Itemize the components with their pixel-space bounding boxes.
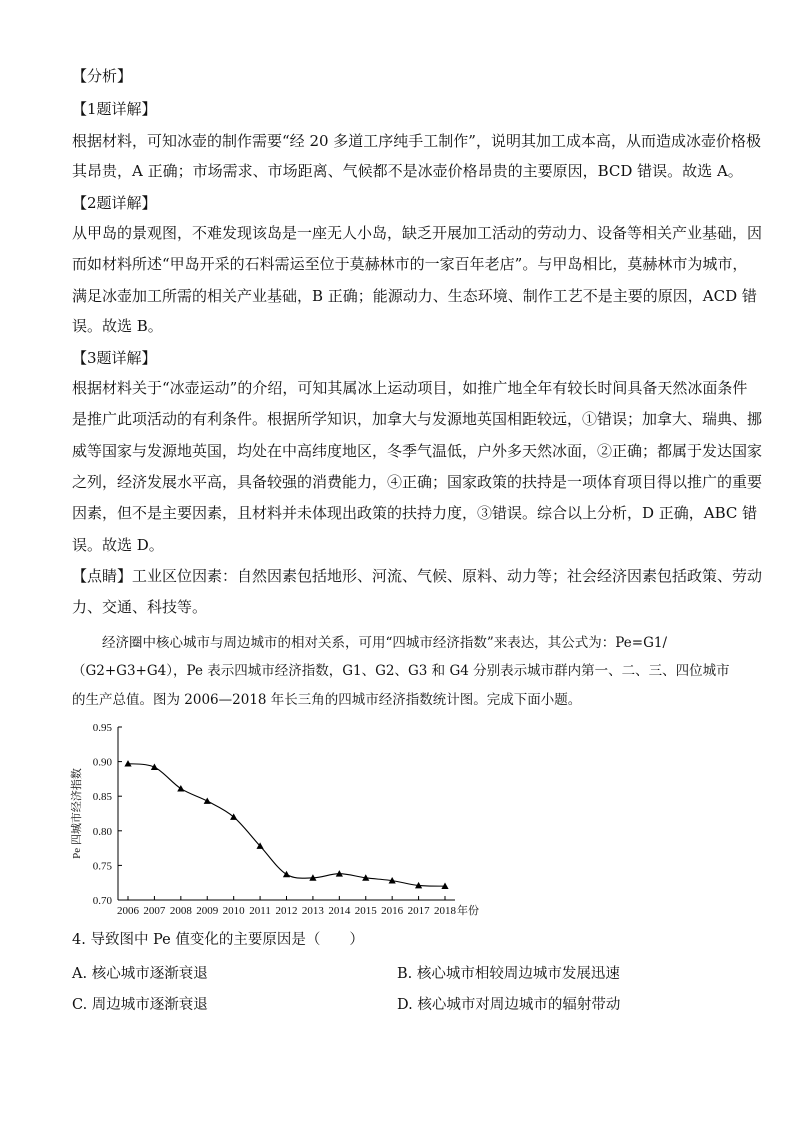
- q1-heading: 【1题详解】: [72, 100, 157, 118]
- q2-line-2: 而如材料所述“甲岛开采的石料需运至位于莫赫林市的一家百年老店”。与甲岛相比，莫赫林市为城市，: [72, 255, 748, 273]
- x-tick-label: 2010: [222, 905, 245, 917]
- q1-line-2: 其昂贵，A 正确；市场需求、市场距离、气候都不是冰壶价格昂贵的主要原因，BCD 错误。故选 A。: [72, 162, 743, 180]
- series-line: [128, 764, 445, 886]
- material-line-1: 经济圈中核心城市与周边城市的相对关系，可用“四城市经济指数”来表达，其公式为：Pe=G1/: [102, 635, 668, 651]
- q2-heading: 【2题详解】: [72, 194, 157, 212]
- q3-heading: 【3题详解】: [72, 349, 157, 367]
- option-c[interactable]: C. 周边城市逐渐衰退: [72, 997, 208, 1013]
- x-tick-label: 2011: [249, 905, 271, 917]
- y-tick-label: 0.70: [92, 895, 112, 907]
- q2-line-3: 满足冰壶加工所需的相关产业基础，B 正确；能源动力、生态环境、制作工艺不是主要的原因，ACD 错: [72, 287, 757, 305]
- y-tick-label: 0.85: [92, 791, 112, 804]
- q3-line-5: 因素，但不是主要因素，且材料并未体现出政策的扶持力度，③错误。综合以上分析，D 正确，ABC 错: [72, 504, 758, 522]
- x-tick-label: 2008: [169, 905, 192, 917]
- x-tick-label: 2007: [143, 905, 166, 917]
- analysis-heading: 【分析】: [72, 67, 133, 85]
- y-tick-label: 0.90: [92, 756, 112, 769]
- q2-line-4: 误。故选 B。: [72, 317, 163, 335]
- question-stem: 4. 导致图中 Pe 值变化的主要原因是（ ）: [72, 932, 364, 948]
- y-axis-label: Pe 四城市经济指数: [71, 768, 83, 859]
- q2-line-1: 从甲岛的景观图，不难发现该岛是一座无人小岛，缺乏开展加工活动的劳动力、设备等相关产业基础，因: [72, 224, 763, 242]
- x-tick-label: 2014: [328, 905, 351, 917]
- data-point: [204, 797, 211, 803]
- x-tick-label: 2017: [407, 905, 430, 917]
- pe-line-chart: [60, 712, 480, 922]
- q3-line-3: 威等国家与发源地英国，均处在中高纬度地区，冬季气温低，户外多天然冰面，②正确；都属于发达国家: [72, 442, 763, 460]
- x-tick-label: 2018: [434, 905, 456, 917]
- x-tick-label: 2013: [301, 905, 324, 917]
- data-point: [151, 764, 158, 770]
- x-tick-label: 2012: [275, 905, 298, 917]
- data-point: [177, 785, 184, 791]
- q3-line-1: 根据材料关于“冰壶运动”的介绍，可知其属冰上运动项目，如推广地全年有较长时间具备天然冰面条件: [72, 379, 748, 397]
- q3-line-4: 之列，经济发展水平高，具备较强的消费能力，④正确；国家政策的扶持是一项体育项目得以推广的重要: [72, 473, 763, 491]
- material-line-3: 的生产总值。图为 2006—2018 年长三角的四城市经济指数统计图。完成下面小题。: [72, 692, 582, 708]
- data-point: [283, 871, 290, 877]
- option-b[interactable]: B. 核心城市相较周边城市发展迅速: [397, 966, 620, 982]
- q1-line-1: 根据材料，可知冰壶的制作需要“经 20 多道工序纯手工制作”，说明其加工成本高，从而造成冰壶价格极: [72, 132, 761, 150]
- x-tick-label: 2016: [381, 905, 404, 917]
- x-tick-label: 2009: [196, 905, 219, 917]
- y-tick-label: 0.75: [92, 860, 112, 873]
- x-tick-label: 2006: [117, 905, 139, 917]
- q3-line-2: 是推广此项活动的有利条件。根据所学知识，加拿大与发源地英国相距较远，①错误；加拿大、瑞典、挪: [72, 410, 763, 428]
- y-tick-label: 0.80: [92, 825, 112, 838]
- option-d[interactable]: D. 核心城市对周边城市的辐射带动: [397, 997, 621, 1013]
- q3-line-6: 误。故选 D。: [72, 536, 164, 554]
- y-tick-label: 0.95: [92, 722, 112, 734]
- x-tick-label: 2015: [354, 905, 377, 917]
- material-line-2: （G2+G3+G4），Pe 表示四城市经济指数，G1、G2、G3 和 G4 分别表示城市群内第一、二、三、四位城市: [72, 663, 730, 679]
- x-axis-label: 年份: [457, 905, 479, 917]
- tip-line-1: 【点睛】工业区位因素：自然因素包括地形、河流、气候、原料、动力等；社会经济因素包括政策、劳动: [72, 567, 763, 585]
- tip-line-2: 力、交通、科技等。: [72, 598, 208, 616]
- option-a[interactable]: A. 核心城市逐渐衰退: [72, 966, 208, 982]
